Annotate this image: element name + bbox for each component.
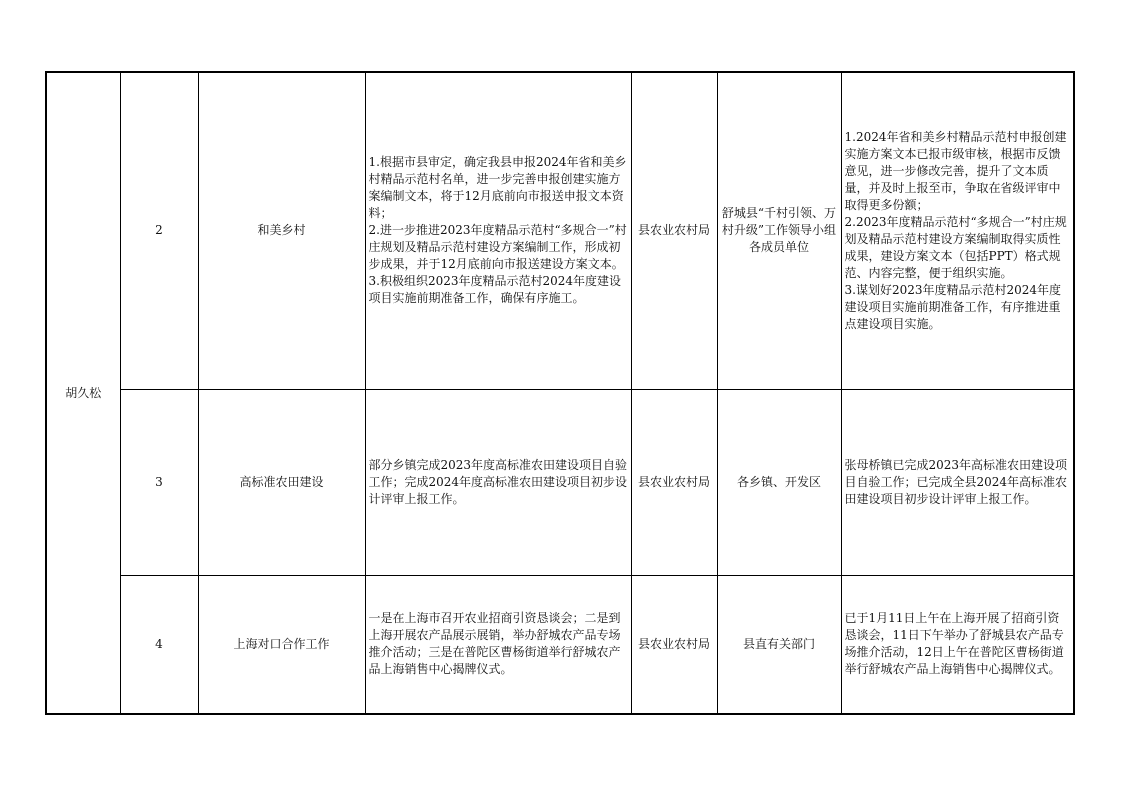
responsible-leader: 胡久松	[46, 72, 120, 714]
lead-unit: 县农业农村局	[631, 72, 717, 389]
cooperating-units: 各乡镇、开发区	[717, 389, 841, 575]
lead-unit: 县农业农村局	[631, 575, 717, 714]
table-row	[46, 72, 1074, 389]
task-name: 上海对口合作工作	[198, 575, 365, 714]
progress-status	[841, 389, 1074, 575]
progress-item: 2.2023年度精品示范村“多规合一”村庄规划及精品示范村建设方案编制取得实质性成果，建设方案文本（包括PPT）格式规范、内容完整，便于组织实施。	[844, 214, 1067, 280]
work-content-item: 1.根据市县审定，确定我县申报2024年省和美乡村精品示范村名单，进一步完善申报创建实施方案编制文本，将于12月底前向市报送申报文本资料；	[368, 155, 627, 221]
row-number: 2	[120, 72, 198, 389]
progress-status	[841, 72, 1074, 389]
work-content	[365, 389, 631, 575]
progress-item: 1.2024年省和美乡村精品示范村申报创建实施方案文本已报市级审核，根据市反馈意见，进一步修改完善，提升了文本质量，并及时上报至市，争取在省级评审中取得更多份额；	[844, 129, 1067, 212]
cooperating-units: 舒城县“千村引领、万村升级”工作领导小组各成员单位	[717, 72, 841, 389]
work-content-item: 3.积极组织2023年度精品示范村2024年度建设项目实施前期准备工作，确保有序施工。	[368, 274, 622, 306]
table-row	[46, 389, 1074, 575]
progress-item: 已于1月11日上午在上海开展了招商引资恳谈会，11日下午举办了舒城县农产品专场推介活动，12日上午在普陀区曹杨街道举行舒城农产品上海销售中心揭牌仪式。	[844, 611, 1064, 677]
work-content-item: 一是在上海市召开农业招商引资恳谈会；二是到上海开展农产品展示展销，举办舒城农产品专场推介活动；三是在普陀区曹杨街道举行舒城农产品上海销售中心揭牌仪式。	[368, 611, 621, 677]
cooperating-units: 县直有关部门	[717, 575, 841, 714]
work-content	[365, 72, 631, 389]
progress-status	[841, 575, 1074, 714]
work-content	[365, 575, 631, 714]
row-number: 3	[120, 389, 198, 575]
progress-item: 张母桥镇已完成2023年高标准农田建设项目自验工作；已完成全县2024年高标准农田建设项目初步设计评审上报工作。	[844, 457, 1068, 506]
work-plan-table	[45, 71, 1075, 715]
work-content-item: 部分乡镇完成2023年度高标准农田建设项目自验工作；完成2024年度高标准农田建设项目初步设计评审上报工作。	[368, 457, 628, 506]
progress-item: 3.谋划好2023年度精品示范村2024年度建设项目实施前期准备工作，有序推进重点建设项目实施。	[844, 282, 1062, 331]
row-number: 4	[120, 575, 198, 714]
task-name: 高标准农田建设	[198, 389, 365, 575]
table-row	[46, 575, 1074, 714]
work-content-item: 2.进一步推进2023年度精品示范村“多规合一”村庄规划及精品示范村建设方案编制工作，形成初步成果，并于12月底前向市报送建设方案文本。	[368, 223, 627, 272]
lead-unit: 县农业农村局	[631, 389, 717, 575]
task-name: 和美乡村	[198, 72, 365, 389]
